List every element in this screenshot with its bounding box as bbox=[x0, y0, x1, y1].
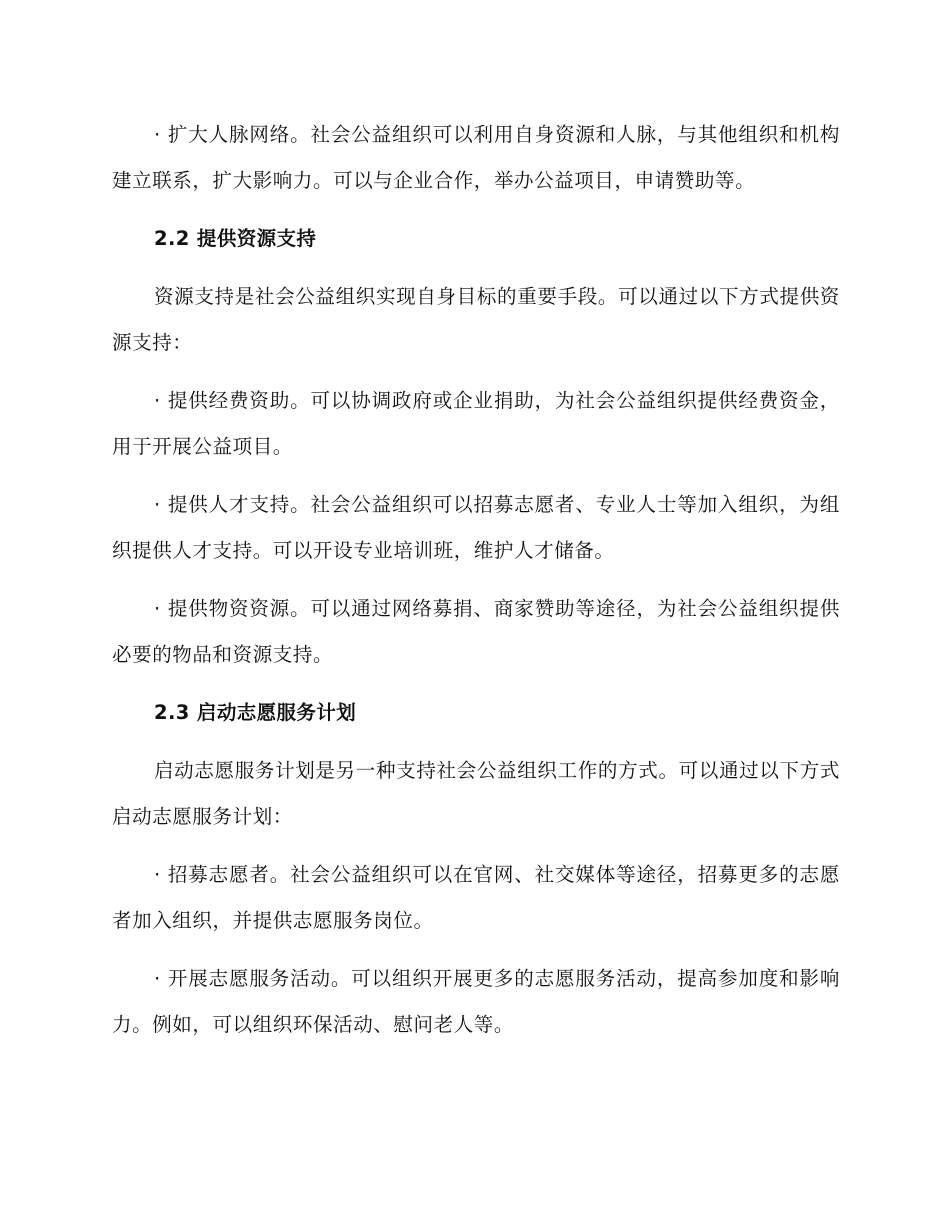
paragraph-volunteer-activities: · 开展志愿服务活动。可以组织开展更多的志愿服务活动，提高参加度和影响力。例如，可以组织环保活动、慰问老人等。 bbox=[112, 967, 840, 1036]
section-heading-2-3: 2.3 启动志愿服务计划 bbox=[154, 701, 357, 724]
paragraph-resource-support-intro: 资源支持是社会公益组织实现自身目标的重要手段。可以通过以下方式提供资源支持： bbox=[112, 285, 840, 354]
paragraph-expand-network: · 扩大人脉网络。社会公益组织可以利用自身资源和人脉，与其他组织和机构建立联系，扩大影响力。可以与企业合作，举办公益项目，申请赞助等。 bbox=[112, 123, 840, 192]
paragraph-funding: · 提供经费资助。可以协调政府或企业捐助，为社会公益组织提供经费资金，用于开展公益项目。 bbox=[112, 389, 840, 458]
paragraph-volunteer-plan-intro: 启动志愿服务计划是另一种支持社会公益组织工作的方式。可以通过以下方式启动志愿服务计划： bbox=[112, 759, 840, 828]
paragraph-recruit-volunteers: · 招募志愿者。社会公益组织可以在官网、社交媒体等途径，招募更多的志愿者加入组织，并提供志愿服务岗位。 bbox=[112, 863, 840, 932]
paragraph-talent-support: · 提供人才支持。社会公益组织可以招募志愿者、专业人士等加入组织，为组织提供人才支持。可以开设专业培训班，维护人才储备。 bbox=[112, 493, 840, 562]
paragraph-material-resources: · 提供物资资源。可以通过网络募捐、商家赞助等途径，为社会公益组织提供必要的物品和资源支持。 bbox=[112, 597, 840, 666]
section-heading-2-2: 2.2 提供资源支持 bbox=[154, 227, 317, 250]
